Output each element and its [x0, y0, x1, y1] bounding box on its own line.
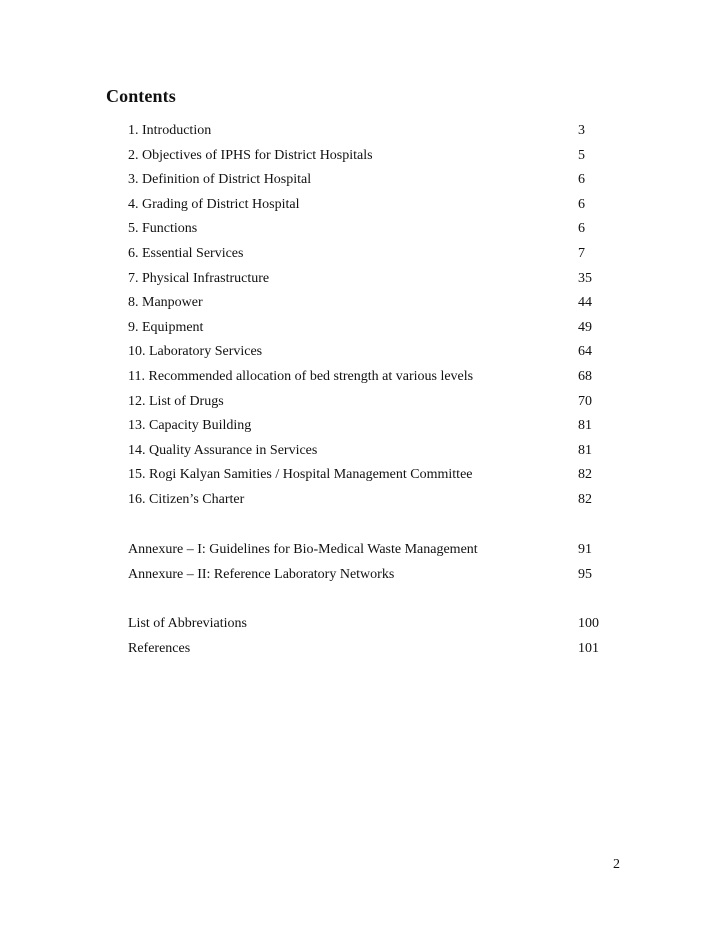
- toc-entry-label: 7. Physical Infrastructure: [128, 270, 270, 286]
- toc-entry-page: 44: [578, 295, 592, 311]
- toc-entry-page: 35: [578, 270, 592, 286]
- toc-entry-page: 5: [578, 147, 585, 163]
- toc-entry-page: 100: [578, 616, 599, 631]
- toc-entry: [128, 244, 628, 264]
- toc-entry-page: 81: [578, 442, 592, 458]
- toc-entry-label: 16. Citizen’s Charter: [128, 492, 245, 507]
- toc-entry: [128, 293, 628, 313]
- toc-entry: [128, 342, 628, 362]
- toc-entry: [128, 318, 628, 338]
- toc-entry-page: 82: [578, 467, 592, 483]
- toc-entry-page: 70: [578, 393, 592, 409]
- page-number: 2: [613, 857, 620, 872]
- toc-back-matter: [128, 639, 628, 659]
- toc-entry: [128, 490, 628, 510]
- toc-entry-label: Annexure – I: Guidelines for Bio-Medical Waste Management: [128, 542, 478, 557]
- toc-entry-page: 68: [578, 369, 592, 384]
- toc-entry-page: 81: [578, 418, 592, 434]
- toc-entry: [128, 146, 628, 166]
- toc-entry-label: 13. Capacity Building: [128, 418, 252, 434]
- toc-entry: [128, 465, 628, 485]
- toc-annexure: [128, 565, 628, 585]
- toc-entry-label: 12. List of Drugs: [128, 393, 224, 409]
- toc-entry-label: 2. Objectives of IPHS for District Hospitals: [128, 147, 373, 163]
- toc-entry-label: Annexure – II: Reference Laboratory Networks: [128, 566, 395, 582]
- page-title: Contents: [106, 86, 176, 106]
- toc-entry-label: 15. Rogi Kalyan Samities / Hospital Management Committee: [128, 467, 473, 483]
- toc-entry: [128, 195, 628, 215]
- toc-entry-page: 91: [578, 542, 592, 557]
- toc-entry-label: 5. Functions: [128, 221, 198, 237]
- toc-entry-page: 101: [578, 640, 599, 656]
- toc-entry: [128, 269, 628, 289]
- toc-entry-label: 10. Laboratory Services: [128, 344, 263, 360]
- toc-entry: [128, 367, 628, 387]
- toc-entry: [128, 416, 628, 436]
- toc-entry-page: 49: [578, 319, 592, 335]
- toc-annexure: [128, 540, 628, 560]
- toc-entry-label: 4. Grading of District Hospital: [128, 196, 300, 212]
- toc-entry-page: 82: [578, 492, 592, 507]
- toc-back-matter: [128, 614, 628, 634]
- toc-entry: [128, 441, 628, 461]
- toc-entry: [128, 392, 628, 412]
- toc-entry-label: 3. Definition of District Hospital: [128, 172, 312, 188]
- toc-entry: [128, 219, 628, 239]
- toc-entry-label: 14. Quality Assurance in Services: [128, 442, 318, 458]
- toc-entry-page: 6: [578, 196, 585, 212]
- toc-entry-page: 95: [578, 566, 592, 582]
- toc-entry: [128, 121, 628, 141]
- toc-entry-label: 11. Recommended allocation of bed strength at various levels: [128, 369, 474, 384]
- toc-entry: [128, 170, 628, 190]
- toc-entry-label: List of Abbreviations: [128, 616, 247, 631]
- toc-entry-page: 64: [578, 344, 592, 360]
- toc-entry-label: 1. Introduction: [128, 123, 212, 138]
- toc-entry-page: 6: [578, 172, 585, 188]
- toc-entry-page: 7: [578, 246, 585, 261]
- toc-entry-label: 8. Manpower: [128, 295, 203, 311]
- toc-entry-label: 6. Essential Services: [128, 246, 244, 261]
- toc-entry-label: References: [128, 640, 191, 656]
- toc-entry-page: 3: [578, 123, 585, 138]
- toc-entry-page: 6: [578, 221, 585, 237]
- toc-entry-label: 9. Equipment: [128, 319, 204, 335]
